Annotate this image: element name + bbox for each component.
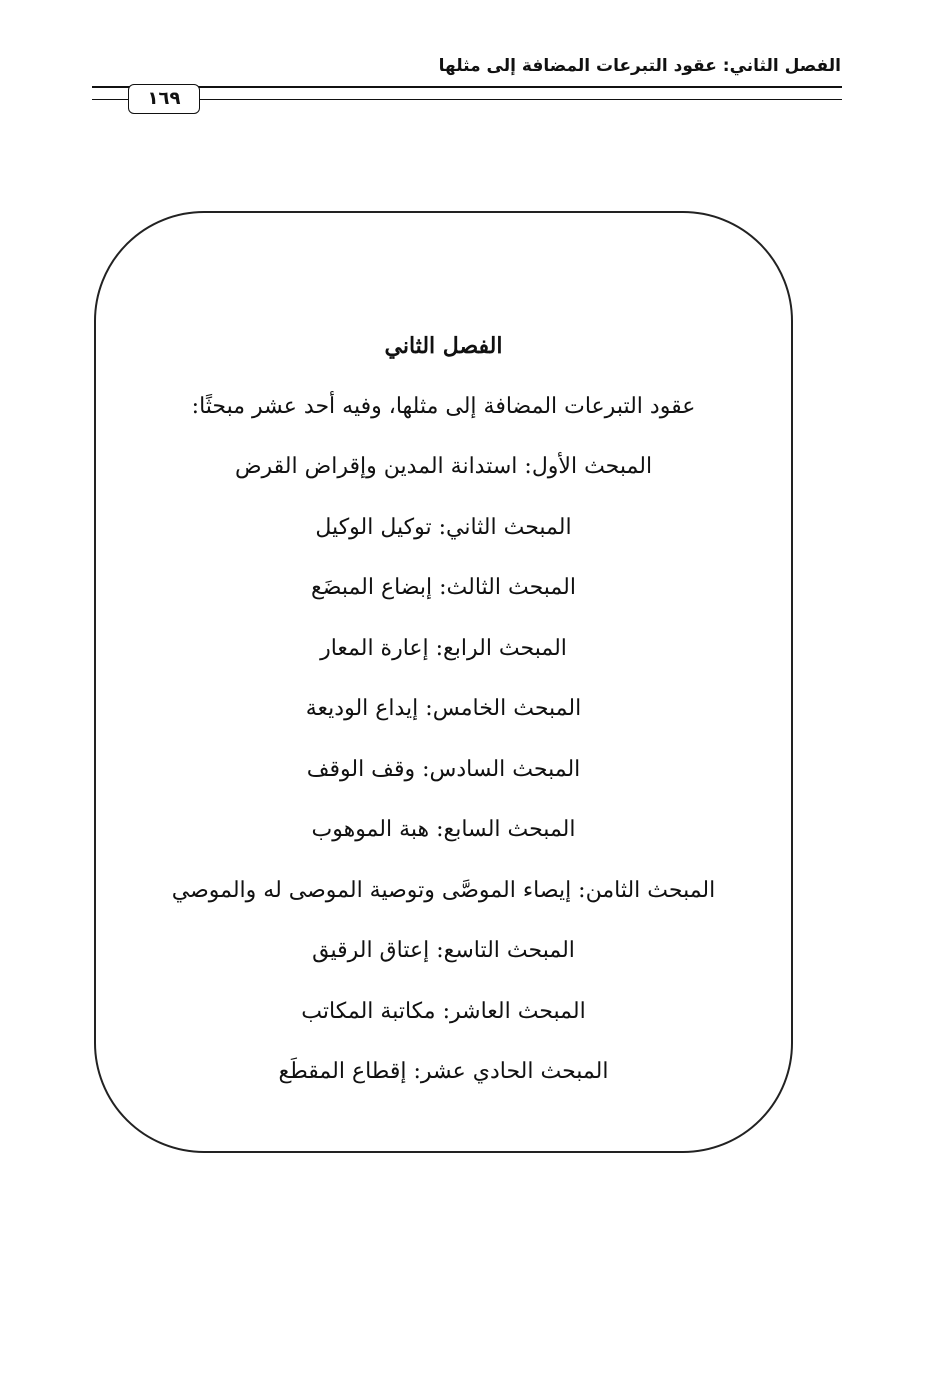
section-item: المبحث الأول: استدانة المدين وإقراض القرض [234,454,653,479]
section-item: المبحث التاسع: إعتاق الرقيق [312,938,575,963]
chapter-title: الفصل الثاني [384,333,503,359]
running-header-title: الفصل الثاني: عقود التبرعات المضافة إلى مثلها [438,56,841,76]
header-rule-thin [92,99,842,100]
section-item: المبحث الثالث: إبضاع المبضَع [311,575,576,600]
section-item: المبحث الخامس: إيداع الوديعة [305,696,582,721]
section-item: المبحث الحادي عشر: إقطاع المقطَع [278,1059,609,1084]
chapter-subtitle: عقود التبرعات المضافة إلى مثلها، وفيه أحد عشر مبحثًا: [191,393,696,419]
header-rule-thick [92,86,842,88]
section-item: المبحث السادس: وقف الوقف [306,756,581,782]
section-item: المبحث العاشر: مكاتبة المكاتب [301,998,586,1024]
page-number: ١٦٩ [128,84,200,114]
section-item: المبحث الرابع: إعارة المعار [320,635,567,661]
section-item: المبحث الثامن: إيصاء الموصَّى وتوصية الموصى له والموصي [171,877,716,903]
chapter-contents [94,316,793,1103]
section-item: المبحث السابع: هبة الموهوب [311,817,576,842]
section-item: المبحث الثاني: توكيل الوكيل [315,514,572,540]
